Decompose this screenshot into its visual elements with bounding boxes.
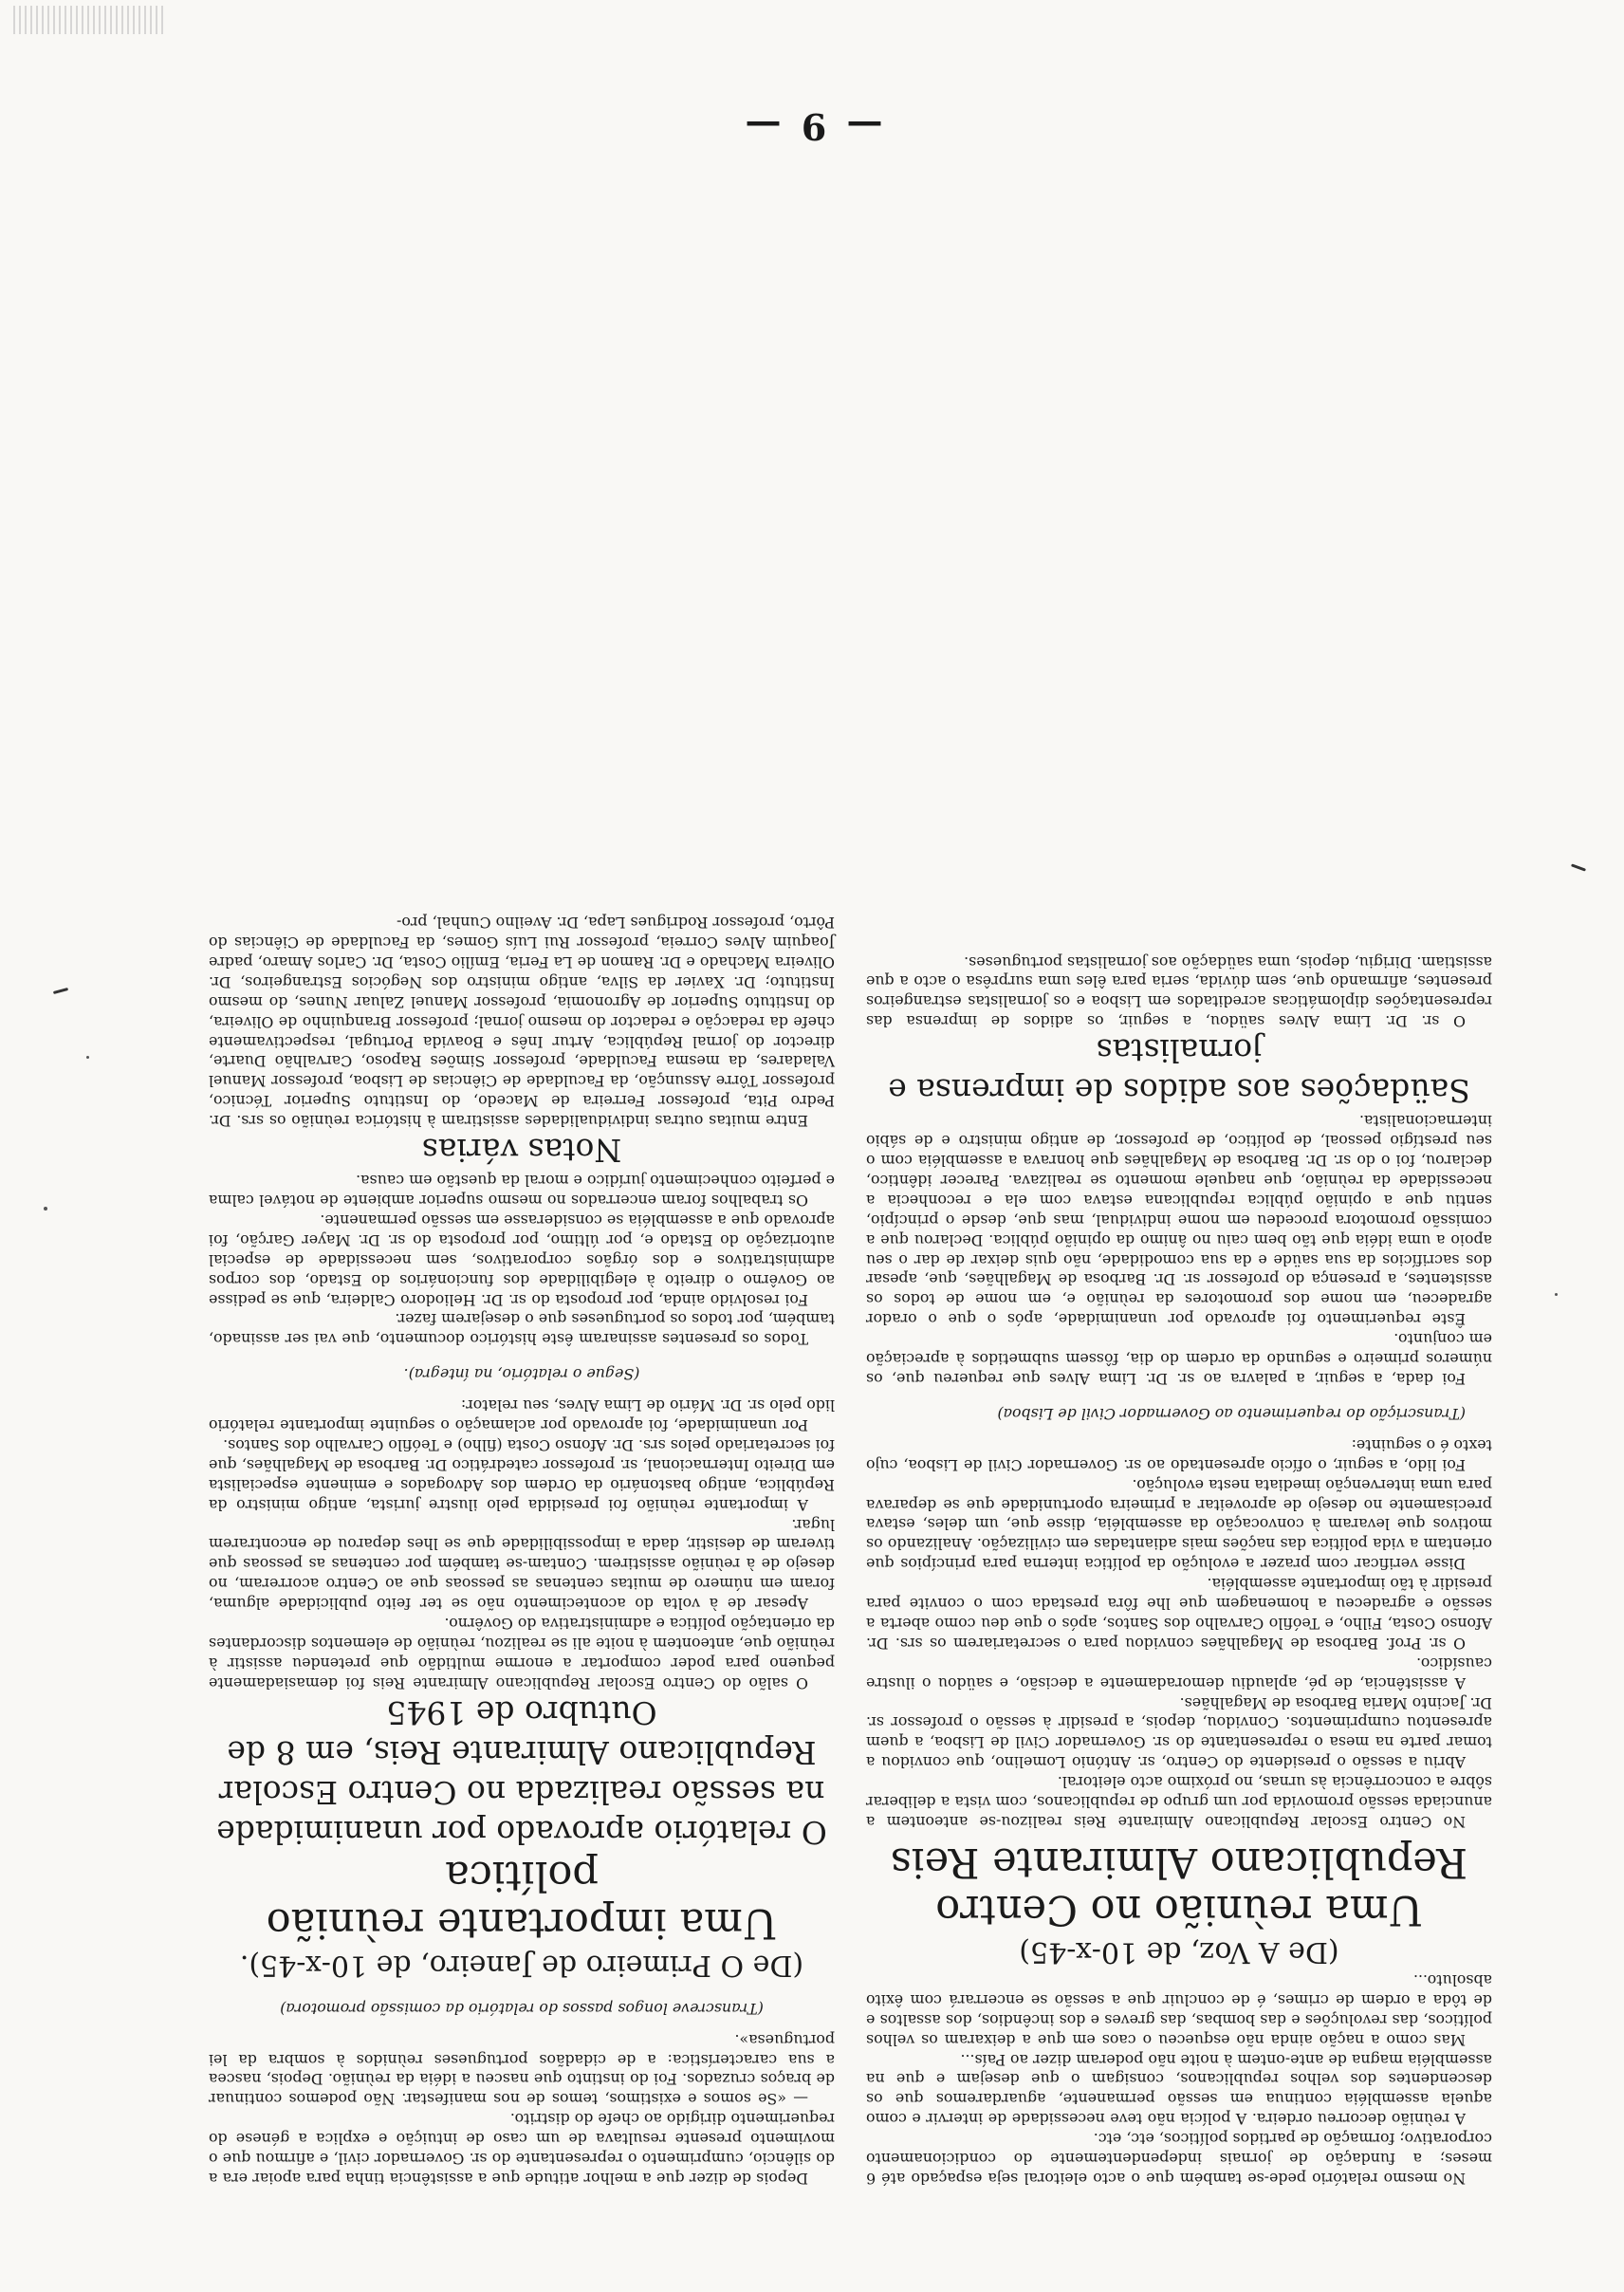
paragraph: Os trabalhos foram encerrados no mesmo superior ambiente de notável calma e perfeito conhecimento jurídico e moral da questão em causa.	[209, 1172, 835, 1210]
source-line: (De A Voz, de 10-x-45)	[1019, 1935, 1339, 1969]
paragraph: Todos os presentes assinaram êste histórico documento, que vai ser assinado, também, por todos os portugueses que o desejarem fazer.	[209, 1310, 835, 1349]
paragraph: Foi dada, a seguir, a palavra ao sr. Dr. Lima Alves que requereu que, os números primeiro e segundo da ordem do dia, fôssem submetidos à apreciação em conjunto.	[866, 1330, 1492, 1388]
paragraph: A assistência, de pé, aplaudiu demoradamente a decisão, e saüdou o ilustre causídico.	[866, 1654, 1492, 1692]
paragraph: Abriu a sessão o presidente do Centro, sr. António Lomelino, que convidou a tomar parte na mesa o representante do sr. Governador Civil de Lisboa, a quem apresentou cumprimentos. Convidou, depois, a presidir à sessão o professor sr. Dr. Jacinto Maria Barbosa de Magalhães.	[866, 1693, 1492, 1772]
paragraph: O salão do Centro Escolar Republicano Almirante Reis foi demasiadamente pequeno para poder comportar a enorme multidão que pretendeu assistir à reùnião que, anteontem à noite ali se realizou, reùnião de elementos discordantes da orientação política e administrativa do Govêrno.	[209, 1615, 835, 1692]
scan-scuff	[11, 6, 163, 34]
margin-mark	[1571, 863, 1586, 871]
paragraph: O sr. Prof. Barbosa de Magalhães convidou para o secretariarem os srs. Dr. Afonso Costa, Filho, e Teófilo Carvalho dos Santos, após o que deu como aberta a sessão e agradeceu a homenagem que lhe fôra prestada com o convite para presidir à tão importante assembléia.	[866, 1575, 1492, 1653]
paragraph: A importante reùnião foi presidida pelo ilustre jurista, antigo ministro da República, antigo bastonário da Ordem dos Advogados e eminente especialista em Direito Internacional, sr. professor catedrático Dr. Barbosa de Magalhães, que foi secretariado pelos srs. Dr. Afonso Costa (filho) e Teófilo Carvalho dos Santos.	[209, 1435, 835, 1514]
article-headline: Uma reùnião no Centro Republicano Almirante Reis	[890, 1839, 1468, 1934]
paragraph: Entre muitas outras individualidades assistiram à histórica reùnião os srs. Dr. Pedro Pita, professor Ferreira de Macedo, do Instituto Superior Técnico, professor Tôrre Assunção, da Faculdade de Ciências de Lisboa, professor Manuel Valadares, da mesma Faculdade, professor Simões Raposo, Carvalhão Duarte, director do jornal República, Artur Inês e Boavida Portugal, respectivamente chefe da redacção e redactor do mesmo jornal; professor Branquinho de Oliveira, do Instituto Superior de Agronomia, professor Manuel Zaluar Nunes, do mesmo Instituto; Dr. Xavier da Silva, antigo ministro dos Negócios Estrangeiros, Dr. Oliveira Machado e Dr. Ramon de La Feria, Emílio Costa, Dr. Carlos Amaro, padre Joaquim Alves Correia, professor Rui Luís Gomes, da Faculdade de Ciências do Pôrto, professor Rodrigues Lapa, Dr. Aveilno Cunhal, pro-	[209, 914, 835, 1131]
source-line: (De O Primeiro de Janeiro, de 10-x-45).	[239, 1948, 804, 1982]
paragraph: Foi resolvido ainda, por proposta do sr. Dr. Heliodoro Caldeira, que se pedisse ao Govêrno o direito à elegibilidade dos funcionários do Estado, dos corpos administrativos e dos órgãos corporativos, sem necessidade de especial autorização do Estado e, por último, por proposta do sr. Dr. Mayer Garção, foi aprovado que a assembléia se considerasse em sessão permanente.	[209, 1211, 835, 1309]
paragraph: No mesmo relatório pede-se também que o acto eleitoral seja espaçado até 6 meses; a fundação de jornais independentemente do condicionamento corporativo; formação de partidos políticos, etc, etc.	[866, 2130, 1492, 2188]
scan-speck	[86, 1056, 89, 1059]
right-column	[209, 912, 835, 2188]
editorial-note: (Transcrição do requerimento ao Governador Civil de Lisboa)	[997, 1404, 1466, 1423]
paragraph: Mas como a nação ainda não esqueceu o caos em que a deixaram os velhos políticos, das revoluções e das bombas, das greves e dos incêndios, dos assaltos e de tôda a ordem de crimes, é de concluir que a sessão se encerrará com êxito absoluto...	[866, 1970, 1492, 2049]
paragraph: No Centro Escolar Republicano Almirante Reis realizou-se anteontem a anunciada sessão promovida por um grupo de republicanos, com vista a deliberar sôbre a concorrência às urnas, no próximo acto eleitoral.	[866, 1773, 1492, 1832]
margin-mark	[53, 988, 68, 994]
section-title: Saüdações aos adidos de imprensa e jornalistas	[888, 1032, 1470, 1110]
paragraph: Apesar de à volta do acontecimento não se ter feito publicidade alguma, foram em número de muitas centenas as pessoas que ao Centro acorreram, no desejo de à reùnião assistirem. Contam-se também por centenas as pessoas que tiveram de desistir, dada a impossibilidade que se lhes deparou de encontrarem lugar.	[209, 1515, 835, 1614]
paragraph: Disse verificar com prazer a evolução da política interna para princípios que orientam a vida política das nações mais adiantadas em civilização. Analizando os motivos que levaram à convocação da assembléia, disse que, um deles, estava precisamente no desejo de aproveitar a primeira oportunidade que se deparava para uma intervenção imediata nesta evolução.	[866, 1475, 1492, 1574]
page-number: — 9 —	[741, 105, 883, 148]
scan-speck	[44, 1207, 47, 1211]
section-title: Notas várias	[421, 1132, 622, 1170]
paragraph: O sr. Dr. Lima Alves saüdou, a seguir, os adidos de imprensa das representações diplomáticas acreditados em Lisboa e os jornalistas estrangeiros presentes, afirmando que, sem dúvida, seria para êles uma surprêsa o acto a que assistiam. Dirigiu, depois, uma saüdação aos jornalistas portugueses.	[866, 952, 1492, 1031]
editorial-note: (Segue o relatório, na íntegra).	[403, 1365, 640, 1384]
editorial-note: (Transcreve longos passos do relatório da comissão promotora)	[280, 1999, 764, 2018]
paragraph: Foi lido, a seguir, o ofício apresentado ao sr. Governador Civil de Lisboa, cujo texto é o seguinte:	[866, 1435, 1492, 1474]
paragraph: Êste requerimento foi aprovado por unanimidade, após o que o orador agradeceu, em nome dos promotores da reùnião e, em nome de todos os assistentes, a presença do professor sr. Dr. Barbosa de Magalhães, que, apesar dos sacrifícios da sua saüde e da sua comodidade, não quis deixar de dar o seu apoio a uma idéia que tão bem caiu no ânimo da opinião pública. Declarou que a comissão promotora procedeu em nome individual, mas que, desde o princípio, sentiu que a opinião pública republicana estava com ela e reconhecia a necessidade da reùnião, que naquele momento se realizava. Parecer idêntico, declarou, foi o do sr. Dr. Barbosa de Magalhães que honrava a assembléia com o seu prestígio pessoal, de político, de professor, de antigo ministro e de sábio internacionalista.	[866, 1112, 1492, 1329]
article-subheadline: O relatório aprovado por unanimidade na sessão realizada no Centro Escolar Republicano Almirante Reis, em 8 de Outubro de 1945	[216, 1693, 827, 1851]
article-headline: Uma importante reùnião política	[266, 1851, 778, 1947]
paragraph: — «Se somos e existimos, temos de nos manifestar. Não podemos continuar de braços cruzados. Foi do instinto que nasceu a idéia da reùnião. Depois, nascea a sua característica: a de cidadãos portugueses reùnidos à sombra da lei portuguesa».	[209, 2030, 835, 2109]
scan-speck	[1555, 1293, 1558, 1296]
paragraph: Por unanimidade, foi aprovado por aclamação o seguinte importante relatório lido pelo sr. Dr. Mário de Lima Alves, seu relator:	[209, 1396, 835, 1435]
paragraph: A reùnião decorreu ordeira. A polícia não teve necessidade de intervir e como aquela assembléia continua em sessão permanente, aguardaremos que os descendentes dos velhos republicanos, consigam o que desejam e que na assembléia magna de ante-ontem à noite não poderam dizer ao País...	[866, 2050, 1492, 2129]
left-column	[866, 952, 1492, 2188]
paragraph: Depois de dizer que a melhor atitude que a assistência tinha para apoiar era a do silêncio, cumprimento o representante do sr. Governador civil, e afirmou que o movimento presente resultava de um caso de intuição e explica a génese do requerimento dirigido ao chefe do distrito.	[209, 2110, 835, 2188]
